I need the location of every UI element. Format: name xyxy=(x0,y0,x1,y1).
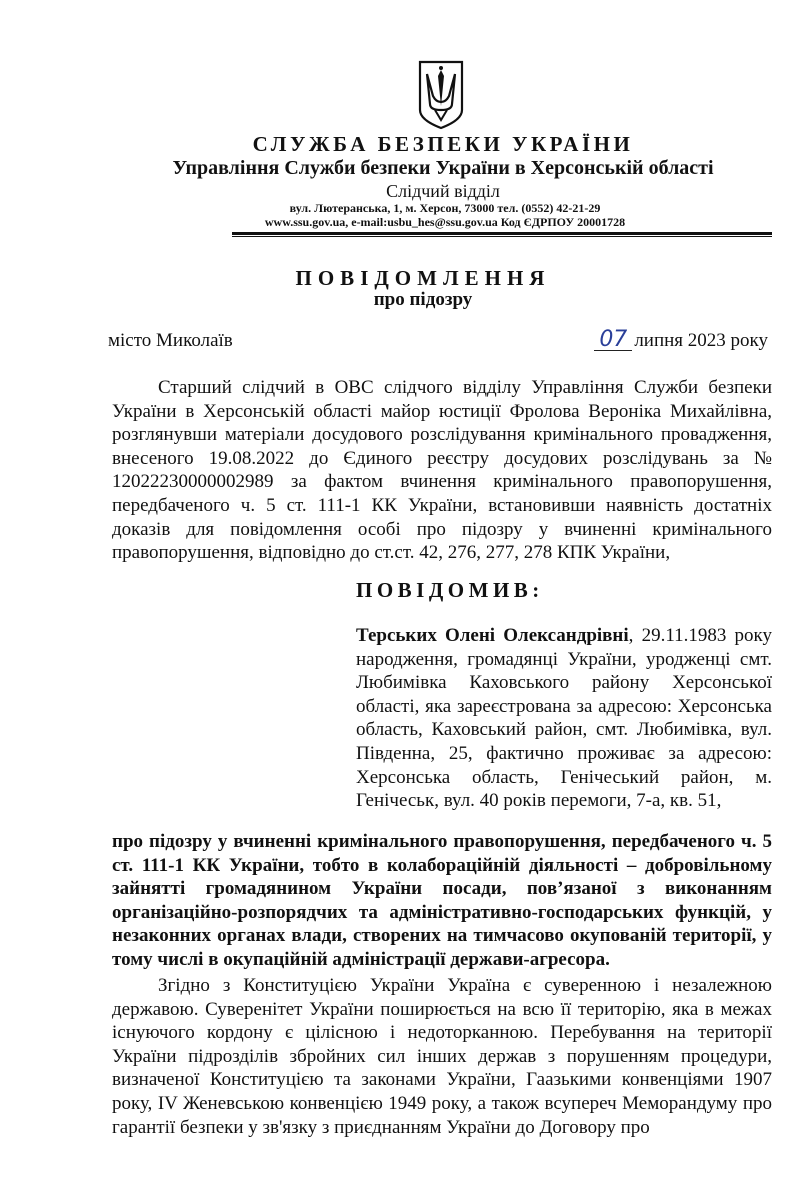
document-city: місто Миколаїв xyxy=(108,330,233,351)
contact-line: www.ssu.gov.ua, e-mail:usbu_hes@ssu.gov.ua Код ЄДРПОУ 20001728 xyxy=(264,215,626,229)
intro-paragraph: Старший слідчий в ОВС слідчого відділу Управління Служби безпеки України в Херсонській області майор юстиції Фролова Вероніка Михайлівна, розглянувши матеріали досудового розслідування кримінального провадження, внесеного 19.08.2022 до Єдиного реєстру досудових розслідувань за № 12022230000002989 за фактом вчинення кримінального правопорушення, передбаченого ч. 5 ст. 111-1 КК України, встановивши наявність достатніх доказів для повідомлення особі про підозру у вчиненні кримінального правопорушення, відповідно до ст.ст. 42, 276, 277, 278 КПК України, xyxy=(112,377,772,564)
header-divider-thin xyxy=(232,236,772,237)
charge-paragraph: про підозру у вчиненні кримінального правопорушення, передбаченого ч. 5 ст. 111-1 КК України, тобто в колабораційній діяльності – добровільному зайнятті громадянином України посади, пов’язаної з виконанням організаційно-розпорядчих та адміністративно-господарських функцій, у незаконних органах влади, створених на тимчасово окупованій території, у тому числі в окупаційній адміністрації держави-агресора. xyxy=(112,831,772,970)
header-divider xyxy=(232,232,772,235)
suspect-details: , 29.11.1983 року народження, громадянці України, уродженці смт. Любимівка Каховського району Херсонської області, яка зареєстрована за адресою: Херсонська область, Каховський район, смт. Любимівка, вул. Південна, 25, фактично проживає за адресою: Херсонська область, Генічеський район, м. Генічеськ, вул. 40 років перемоги, 7-а, кв. 51, xyxy=(356,625,772,812)
agency-name: СЛУЖБА БЕЗПЕКИ УКРАЇНИ xyxy=(252,132,634,156)
address-line: вул. Лютеранська, 1, м. Херсон, 73000 тел. (0552) 42-21-29 xyxy=(289,201,601,215)
date-text: липня 2023 року xyxy=(634,330,768,351)
announce-heading: ПОВІДОМИВ: xyxy=(356,578,544,602)
body-paragraph: Згідно з Конституцією України Україна є суверенною і незалежною державою. Суверенітет України поширюється на всю її територію, яка в межах існуючого кордону є цілісною і недоторканною. Перебування на території України підрозділів збройних сил інших держав з порушенням процедури, визначеної Конституцією та законами України, Гаазькими конвенціями 1907 року, IV Женевською конвенцією 1949 року, а також всупереч Меморандуму про гарантії безпеки у зв'язку з приєднанням України до Договору про xyxy=(112,975,772,1138)
trident-emblem-icon xyxy=(416,58,466,130)
document-date xyxy=(594,327,768,352)
suspect-paragraph xyxy=(356,624,772,813)
document-title: ПОВІДОМЛЕННЯ xyxy=(295,266,551,290)
suspect-name: Терських Олені Олександрівні xyxy=(356,625,629,646)
department-name: Слідчий відділ xyxy=(386,181,500,201)
handwritten-day: 07 xyxy=(594,330,632,351)
document-subtitle: про підозру xyxy=(373,289,473,310)
directorate-name: Управління Служби безпеки України в Херсонській області xyxy=(172,157,714,179)
